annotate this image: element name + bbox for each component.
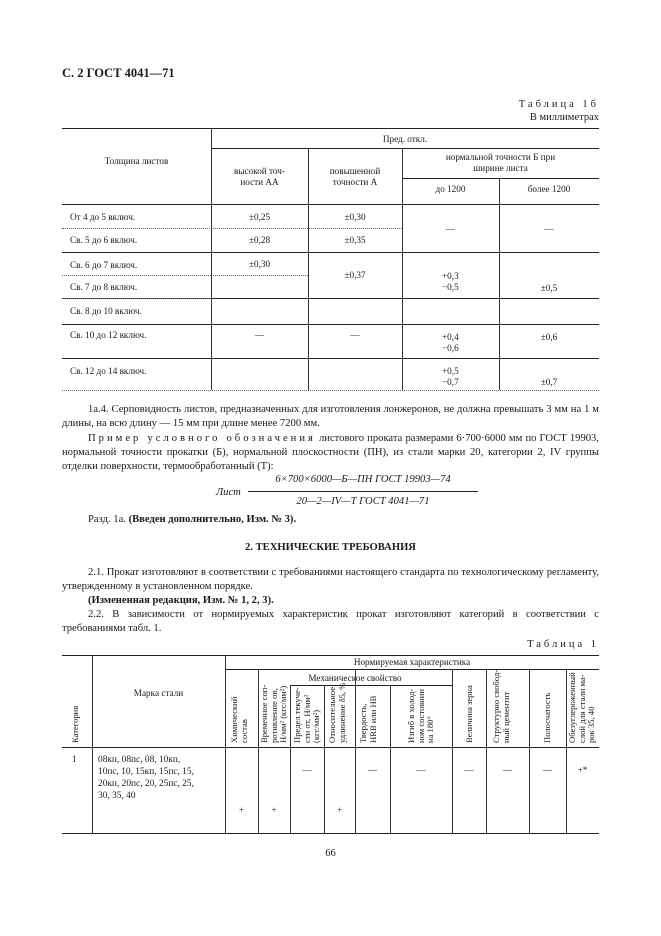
row-steel-grades: 08кп, 08пс, 08, 10кп, 10пс, 10, 15кп, 15пс, 15, 20кп, 20пс, 20, 25пс, 25, 30, 35, 40	[98, 755, 194, 801]
cell-plus: +	[238, 805, 245, 815]
section-1a-edit: (Введен дополнительно, Изм. № 3).	[128, 514, 297, 525]
col-tensile: Временное соп- ротивление σв, Н/мм² (кгс/мм²)	[259, 684, 288, 743]
col-raised-precision: повышенной точности А	[329, 166, 381, 187]
row-label: Св. 10 до 12 включ.	[70, 330, 147, 340]
section-2-title: 2. ТЕХНИЧЕСКИЕ ТРЕБОВАНИЯ	[245, 542, 416, 553]
table-1b-title: Таблица 1б	[518, 99, 599, 110]
table-1	[62, 655, 599, 835]
example-label: Пример условного обозначения	[88, 433, 316, 444]
col-width-upto-1200: до 1200	[435, 184, 466, 194]
table-1b-caption	[519, 98, 599, 124]
col-normal-precision: нормальной точности Б при ширине листа	[445, 152, 556, 173]
col-yield: Предел текуче- сти σт, Н/мм² (кгс/мм²)	[292, 687, 321, 743]
row-label: Св. 7 до 8 включ.	[70, 282, 138, 292]
cell-b-over: ±0,7	[540, 377, 558, 387]
cell-dash: —	[254, 330, 265, 340]
cell-b-upto: +0,5 −0,7	[442, 366, 459, 387]
table-1-caption: Таблица 1	[527, 639, 599, 650]
cell-aa: ±0,25	[248, 212, 271, 222]
cell-a: ±0,30	[344, 212, 366, 222]
section-1a-text: Разд. 1а.	[88, 514, 129, 525]
cell-b-over: ±0,6	[540, 332, 558, 342]
cell-dash: —	[502, 765, 513, 775]
section-1a-note	[62, 513, 599, 527]
cell-b-over: ±0,5	[540, 283, 558, 293]
col-grain: Величина зерна	[464, 685, 474, 743]
table-1b	[62, 128, 599, 398]
col-hardness: Твердость, HRB или HB	[358, 695, 378, 743]
paragraph-2-2: 2.2. В зависимости от нормируемых характеристик прокат изготовляют категорий в соответствии с требованиями табл. 1.	[62, 609, 599, 634]
col-prev-otkl: Пред. откл.	[382, 134, 428, 144]
paragraph-example	[62, 432, 599, 474]
col-high-precision: высокой точ- ности АА	[234, 166, 285, 187]
cell-b-upto: +0,4 −0,6	[442, 332, 459, 353]
col-chemical: Химический состав	[229, 696, 249, 743]
formula-bottom: 20—2—IV—Т ГОСТ 4041—71	[296, 496, 430, 507]
row-label: От 4 до 5 включ.	[70, 212, 136, 222]
cell-aa: ±0,28	[248, 235, 271, 245]
row-label: Св. 5 до 6 включ.	[70, 235, 138, 245]
row-label: Св. 12 до 14 включ.	[70, 366, 147, 376]
row-label: Св. 8 до 10 включ.	[70, 306, 142, 316]
formula-top: 6×700×6000—Б—ПН ГОСТ 19903—74	[275, 474, 451, 485]
paragraph-1a4: 1а.4. Серповидность листов, предназначенных для изготовления лонжеронов, не должна превышать 3 мм на 1 м длины, на всю длину — 15 мм при длине менее 7200 мм.	[62, 404, 599, 429]
cell-plus-star: +*	[577, 765, 588, 775]
cell-dash: —	[464, 765, 474, 775]
cell-dash: —	[350, 330, 360, 340]
col-elongation: Относительное удлинение δ5, %	[327, 682, 347, 743]
cell-dash: —	[544, 224, 554, 234]
col-width-over-1200: более 1200	[527, 184, 571, 194]
cell-plus: +	[336, 805, 343, 815]
col-normed-characteristic: Нормируемая характеристика	[353, 657, 471, 667]
cell-dash: —	[445, 224, 456, 234]
col-cementite: Структурно свобод- ный цементит	[491, 669, 511, 743]
cell-aa: ±0,30	[248, 259, 271, 269]
col-category: Категория	[70, 705, 80, 743]
col-steel-grade: Марка стали	[133, 688, 184, 698]
col-thickness: Толщина листов	[104, 156, 169, 166]
col-mechanical: Механическое свойство	[308, 673, 402, 683]
table-1b-units: В миллиметрах	[529, 112, 599, 123]
col-bend: Изгиб в холод- ном состоянии на 180°	[406, 688, 435, 743]
cell-plus: +	[271, 805, 277, 815]
row-category: 1	[72, 754, 77, 764]
cell-dash: —	[542, 765, 553, 775]
cell-a: ±0,35	[344, 235, 366, 245]
formula-word: Лист	[216, 487, 241, 498]
cell-b-upto: +0,3 −0,5	[442, 271, 459, 292]
col-banding: Полосчатость	[542, 692, 552, 743]
cell-a: ±0,37	[344, 270, 366, 280]
cell-dash: —	[367, 765, 378, 775]
cell-dash: —	[416, 765, 426, 775]
col-decarb: Обезуглероженный слой для стали ма- рок 35, 40	[567, 672, 596, 743]
paragraph-2-1: 2.1. Прокат изготовляют в соответствии с требованиями настоящего стандарта по технологическому регламенту, утвержденному в установленном порядке.	[62, 567, 599, 592]
cell-dash: —	[302, 765, 312, 775]
page-header: С. 2 ГОСТ 4041—71	[62, 66, 175, 80]
example-text: листового проката размерами 6·700·6000 мм по ГОСТ 19903, нормальной точности прокатки (Б), нормальной плоскостности (ПН), из стали марки 20, категории 2, IV группы отделки поверхности, термообработанный (Т):	[62, 433, 599, 472]
paragraph-2-1-edit: (Измененная редакция, Изм. № 1, 2, 3).	[88, 595, 274, 606]
page-number: 66	[325, 848, 336, 859]
row-label: Св. 6 до 7 включ.	[70, 260, 138, 270]
